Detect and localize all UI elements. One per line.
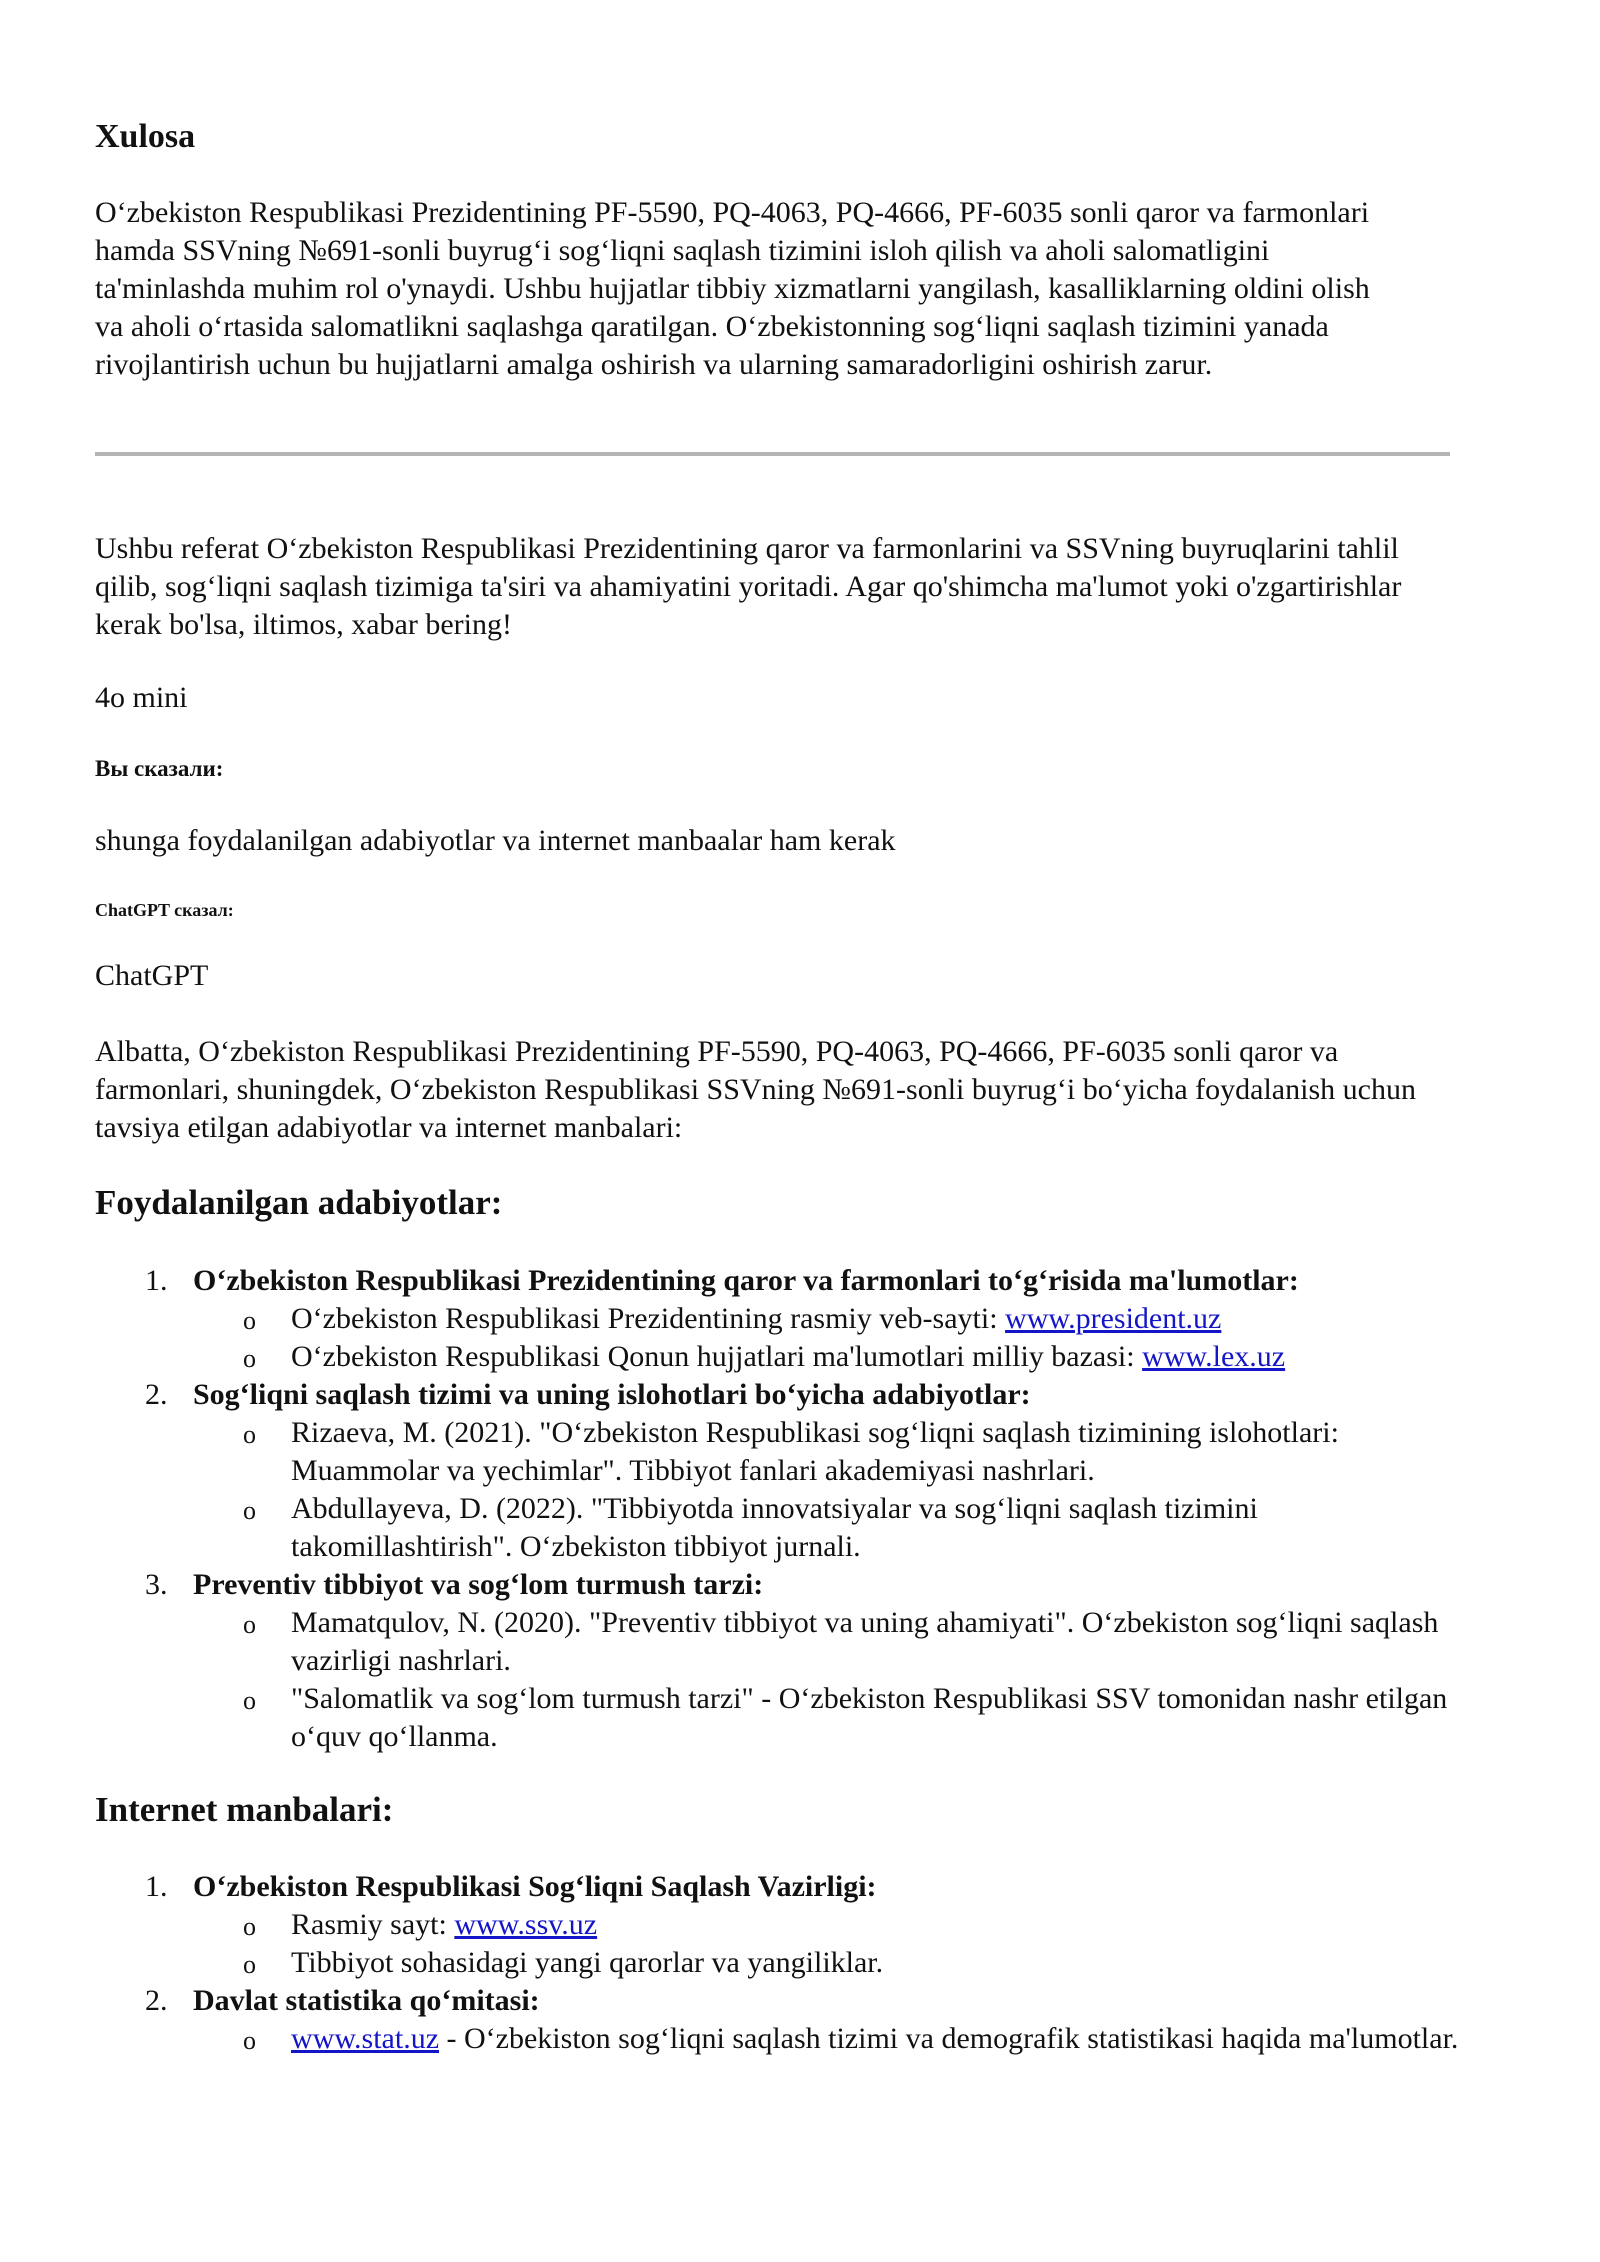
bullet-marker: o xyxy=(243,1306,256,1335)
internet-sources-heading: Internet manbalari: xyxy=(95,1790,394,1829)
bullet-marker: o xyxy=(243,1496,256,1525)
list-item xyxy=(95,1262,1475,1376)
sub-list xyxy=(193,1604,1475,1756)
bullet-marker: o xyxy=(243,1686,256,1715)
assistant-intro-paragraph: Albatta, O‘zbekiston Respublikasi Prezidentining PF-5590, PQ-4063, PQ-4666, PF-6035 sonli qaror va farmonlari, shuningdek, O‘zbekiston Respublikasi SSVning №691-sonli buyrug‘i bo‘yicha foydalanish uchun tavsiya etilgan adabiyotlar va internet manbalari: xyxy=(95,1035,1416,1144)
sub-item-text: Rizaeva, M. (2021). "O‘zbekiston Respublikasi sog‘liqni saqlash tizimining islohotlari: Muammolar va yechimlar". Tibbiyot fanlari akademiyasi nashrlari. xyxy=(291,1416,1339,1487)
sub-list-item xyxy=(193,1490,1475,1566)
sub-list-item xyxy=(193,1906,1475,1944)
user-message-label: Вы сказали: xyxy=(95,756,224,781)
bullet-marker: o xyxy=(243,2026,256,2055)
sub-list xyxy=(193,2020,1475,2058)
item-number: 1. xyxy=(145,1264,168,1297)
sub-list-item xyxy=(193,1414,1475,1490)
followup-paragraph: Ushbu referat O‘zbekiston Respublikasi Prezidentining qaror va farmonlarini va SSVning buyruqlarini tahlil qilib, sog‘liqni saqlash tizimiga ta'siri va ahamiyatini yoritadi. Agar qo'shimcha ma'lumot yoki o'zgartirishlar kerak bo'lsa, iltimos, xabar bering! xyxy=(95,532,1402,641)
horizontal-divider xyxy=(95,452,1450,456)
bullet-marker: o xyxy=(243,1610,256,1639)
sub-item-text: Abdullayeva, D. (2022). "Tibbiyotda innovatsiyalar va sog‘liqni saqlash tizimini takomillashtirish". O‘zbekiston tibbiyot jurnali. xyxy=(291,1492,1258,1563)
sub-item-text: Tibbiyot sohasidagi yangi qarorlar va yangiliklar. xyxy=(291,1946,884,1979)
assistant-message-label: ChatGPT сказал: xyxy=(95,900,234,920)
bullet-marker: o xyxy=(243,1950,256,1979)
website-link[interactable]: www.president.uz xyxy=(1005,1302,1222,1335)
item-title: Preventiv tibbiyot va sog‘lom turmush tarzi: xyxy=(193,1568,764,1601)
sub-list-item xyxy=(193,1680,1475,1756)
conclusion-heading: Xulosa xyxy=(95,118,196,155)
sub-list-item xyxy=(193,1604,1475,1680)
sub-list-item xyxy=(193,1944,1475,1982)
sub-item-text-after: - O‘zbekiston sog‘liqni saqlash tizimi va demografik statistikasi haqida ma'lumotlar. xyxy=(439,2022,1459,2055)
assistant-name: ChatGPT xyxy=(95,959,209,992)
list-item xyxy=(95,1376,1475,1566)
list-item xyxy=(95,1868,1475,1982)
item-number: 3. xyxy=(145,1568,168,1601)
conclusion-paragraph: O‘zbekiston Respublikasi Prezidentining PF-5590, PQ-4063, PQ-4666, PF-6035 sonli qaror va farmonlari hamda SSVning №691-sonli buyrug‘i sog‘liqni saqlash tizimini isloh qilish va aholi salomatligini ta'minlashda muhim rol o'ynaydi. Ushbu hujjatlar tibbiy xizmatlarni yangilash, kasalliklarning oldini olish va aholi o‘rtasida salomatlikni saqlashga qaratilgan. O‘zbekistonning sog‘liqni saqlash tizimini yanada rivojlantirish uchun bu hujjatlarni amalga oshirish va ularning samaradorligini oshirish zarur. xyxy=(95,196,1370,381)
sub-list-item xyxy=(193,1300,1475,1338)
sub-item-text: O‘zbekiston Respublikasi Prezidentining rasmiy veb-sayti: xyxy=(291,1302,1006,1335)
item-number: 2. xyxy=(145,1984,168,2017)
internet-sources-list xyxy=(95,1868,1475,2058)
website-link[interactable]: www.stat.uz xyxy=(291,2022,440,2055)
item-title: Davlat statistika qo‘mitasi: xyxy=(193,1984,540,2017)
literature-list xyxy=(95,1262,1475,1756)
literature-heading: Foydalanilgan adabiyotlar: xyxy=(95,1183,503,1222)
sub-item-text: Mamatqulov, N. (2020). "Preventiv tibbiyot va uning ahamiyati". O‘zbekiston sog‘liqni saqlash vazirligi nashrlari. xyxy=(291,1606,1439,1677)
item-number: 2. xyxy=(145,1378,168,1411)
sub-list xyxy=(193,1906,1475,1982)
list-item xyxy=(95,1982,1475,2058)
sub-item-text: "Salomatlik va sog‘lom turmush tarzi" - O‘zbekiston Respublikasi SSV tomonidan nashr etilgan o‘quv qo‘llanma. xyxy=(291,1682,1448,1753)
sub-item-text: O‘zbekiston Respublikasi Qonun hujjatlari ma'lumotlari milliy bazasi: xyxy=(291,1340,1143,1373)
website-link[interactable]: www.ssv.uz xyxy=(454,1908,598,1941)
sub-item-text: Rasmiy sayt: xyxy=(291,1908,455,1941)
bullet-marker: o xyxy=(243,1912,256,1941)
sub-list-item xyxy=(193,1338,1475,1376)
model-label: 4o mini xyxy=(95,681,188,714)
item-title: O‘zbekiston Respublikasi Sog‘liqni Saqlash Vazirligi: xyxy=(193,1870,877,1903)
item-number: 1. xyxy=(145,1870,168,1903)
user-message-text: shunga foydalanilgan adabiyotlar va internet manbaalar ham kerak xyxy=(95,824,896,857)
item-title: Sog‘liqni saqlash tizimi va uning islohotlari bo‘yicha adabiyotlar: xyxy=(193,1378,1031,1411)
item-title: O‘zbekiston Respublikasi Prezidentining qaror va farmonlari to‘g‘risida ma'lumotlar: xyxy=(193,1264,1299,1297)
list-item xyxy=(95,1566,1475,1756)
website-link[interactable]: www.lex.uz xyxy=(1142,1340,1286,1373)
bullet-marker: o xyxy=(243,1420,256,1449)
bullet-marker: o xyxy=(243,1344,256,1373)
sub-list-item xyxy=(193,2020,1475,2058)
sub-list xyxy=(193,1414,1475,1566)
sub-list xyxy=(193,1300,1475,1376)
